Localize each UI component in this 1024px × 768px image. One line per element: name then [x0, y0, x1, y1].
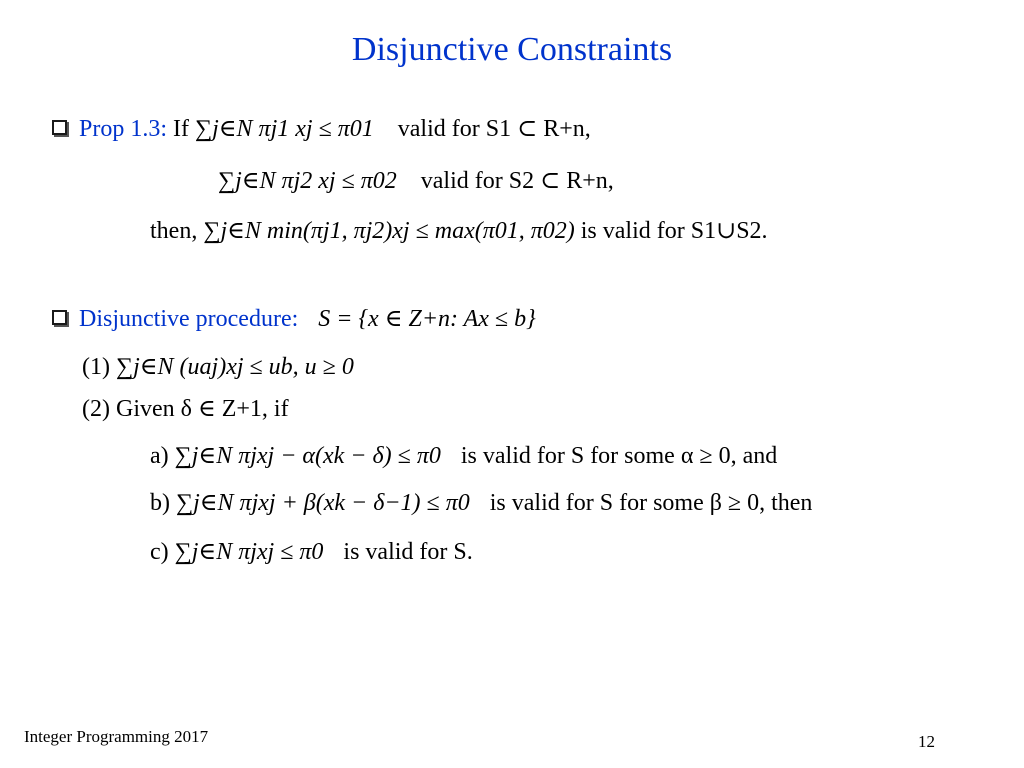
prop-valid-2: valid for S2 ⊂ R+n, — [420, 168, 614, 194]
prop-line-2 — [218, 166, 614, 196]
procedure-step-2 — [82, 394, 289, 424]
procedure-heading-line — [52, 304, 536, 334]
procedure-step-c — [150, 537, 473, 567]
prop-inequality-1: ∑j∈N πj1 xj ≤ π01 — [195, 116, 374, 142]
prop-inequality-2: ∑j∈N πj2 xj ≤ π02 — [218, 168, 397, 194]
procedure-step-a — [150, 441, 777, 471]
step-a-rest: is valid for S for some α ≥ 0, and — [460, 443, 778, 469]
procedure-set-definition: S = {x ∈ Z+n: Ax ≤ b} — [318, 306, 536, 332]
if-word: If — [173, 116, 189, 142]
step-1-number: (1) — [82, 354, 110, 380]
footer-page-number: 12 — [918, 732, 935, 751]
step-b-label: b) — [150, 490, 170, 516]
step-1-inequality: ∑j∈N (uaj)xj ≤ ub, u ≥ 0 — [115, 354, 354, 380]
step-b-rest: is valid for S for some β ≥ 0, then — [489, 490, 813, 516]
step-a-inequality: ∑j∈N πjxj − α(xk − δ) ≤ π0 — [174, 443, 441, 469]
procedure-label: Disjunctive procedure: — [79, 306, 299, 332]
footer-course: Integer Programming 2017 — [24, 727, 209, 746]
step-2-number: (2) — [82, 396, 110, 422]
step-c-inequality: ∑j∈N πjxj ≤ π0 — [174, 539, 324, 565]
step-c-rest: is valid for S. — [343, 539, 473, 565]
procedure-step-1 — [82, 352, 354, 382]
square-bullet-icon — [52, 120, 67, 135]
prop-line-1 — [52, 114, 591, 144]
step-b-inequality: ∑j∈N πjxj + β(xk − δ−1) ≤ π0 — [176, 490, 470, 516]
prop-inequality-3: ∑j∈N min(πj1, πj2)xj ≤ max(π01, π02) — [203, 218, 575, 244]
then-word: then, — [150, 218, 198, 244]
prop-valid-3: is valid for S1∪S2. — [580, 218, 768, 244]
square-bullet-icon — [52, 310, 67, 325]
step-a-label: a) — [150, 443, 169, 469]
procedure-step-b — [150, 488, 812, 518]
step-2-text: Given δ ∈ Z+1, if — [115, 396, 289, 422]
prop-label: Prop 1.3: — [79, 116, 168, 142]
step-c-label: c) — [150, 539, 169, 565]
slide-title: Disjunctive Constraints — [351, 31, 673, 68]
prop-line-3 — [150, 216, 768, 246]
prop-valid-1: valid for S1 ⊂ R+n, — [397, 116, 591, 142]
